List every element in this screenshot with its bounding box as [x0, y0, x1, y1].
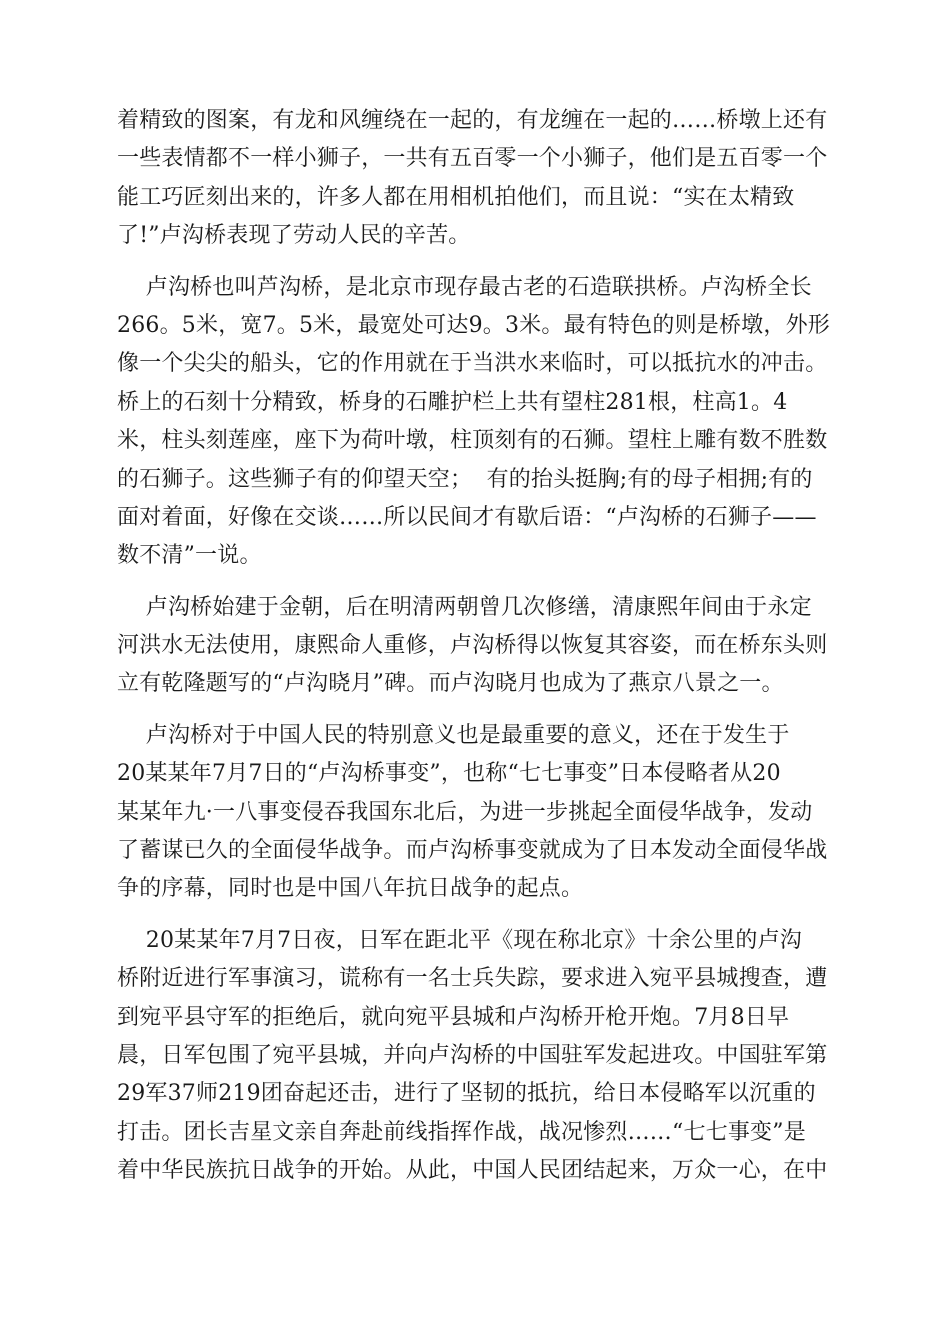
- text-line: 的石狮子。这些狮子有的仰望天空； 有的抬头挺胸;有的母子相拥;有的: [117, 466, 813, 492]
- text-line: 能工巧匠刻出来的，许多人都在用相机拍他们，而且说：“实在太精致: [117, 184, 795, 210]
- text-line: 争的序幕，同时也是中国八年抗日战争的起点。: [117, 876, 584, 902]
- paragraph-gap: [117, 576, 837, 589]
- paragraph-2: [117, 269, 837, 576]
- text-line: 卢沟桥对于中国人民的特别意义也是最重要的意义，还在于发生于: [117, 722, 790, 748]
- paragraph-1: [117, 102, 837, 256]
- text-line: 晨，日军包围了宛平县城，并向卢沟桥的中国驻军发起进攻。中国驻军第: [117, 1042, 828, 1068]
- text-line: 到宛平县守军的拒绝后，就向宛平县城和卢沟桥开枪开炮。7月8日早: [117, 1004, 790, 1030]
- text-line: 某某年九·一八事变侵吞我国东北后，为进一步挑起全面侵华战争，发动: [117, 799, 813, 825]
- text-line: 29军37师219团奋起还击，进行了坚韧的抵抗，给日本侵略军以沉重的: [117, 1081, 816, 1107]
- text-line: 米，柱头刻莲座，座下为荷叶墩，柱顶刻有的石狮。望柱上雕有数不胜数: [117, 428, 828, 454]
- text-line: 266。5米，宽7。5米，最宽处可达9。3米。最有特色的则是桥墩，外形: [117, 312, 830, 338]
- text-line: 河洪水无法使用，康熙命人重修，卢沟桥得以恢复其容姿，而在桥东头则: [117, 633, 828, 659]
- text-line: 卢沟桥始建于金朝，后在明清两朝曾几次修缮，清康熙年间由于永定: [117, 594, 812, 620]
- text-line: 20某某年7月7日的“卢沟桥事变”，也称“七七事变”日本侵略者从20: [117, 761, 781, 787]
- text-line: 桥附近进行军事演习，谎称有一名士兵失踪，要求进入宛平县城搜查，遭: [117, 966, 828, 992]
- text-line: 20某某年7月7日夜，日军在距北平《现在称北京》十余公里的卢沟: [117, 927, 802, 953]
- text-line: 了!”卢沟桥表现了劳动人民的辛苦。: [117, 223, 471, 249]
- text-line: 像一个尖尖的船头，它的作用就在于当洪水来临时，可以抵抗水的冲击。: [117, 351, 828, 377]
- paragraph-gap: [117, 704, 837, 717]
- article-text: [117, 102, 837, 1191]
- text-line: 着精致的图案，有龙和风缠绕在一起的，有龙缠在一起的……桥墩上还有: [117, 108, 828, 133]
- text-line: 立有乾隆题写的“卢沟晓月”碑。而卢沟晓月也成为了燕京八景之一。: [117, 671, 784, 697]
- text-line: 着中华民族抗日战争的开始。从此，中国人民团结起来，万众一心，在中: [117, 1158, 828, 1184]
- text-line: 打击。团长吉星文亲自奔赴前线指挥作战，战况惨烈……“七七事变”是: [117, 1119, 806, 1145]
- text-line: 面对着面，好像在交谈……所以民间才有歇后语：“卢沟桥的石狮子——: [117, 504, 817, 530]
- text-line: 桥上的石刻十分精致，桥身的石雕护栏上共有望柱281根，柱高1。4: [117, 389, 788, 415]
- text-line: 数不清”一说。: [117, 543, 262, 569]
- paragraph-gap: [117, 256, 837, 269]
- paragraph-3: [117, 589, 837, 704]
- text-line: 一些表情都不一样小狮子，一共有五百零一个小狮子，他们是五百零一个: [117, 146, 828, 172]
- paragraph-gap: [117, 909, 837, 922]
- paragraph-5: [117, 922, 837, 1191]
- text-line: 卢沟桥也叫芦沟桥，是北京市现存最古老的石造联拱桥。卢沟桥全长: [117, 274, 812, 300]
- paragraph-4: [117, 717, 837, 909]
- text-line: 了蓄谋已久的全面侵华战争。而卢沟桥事变就成为了日本发动全面侵华战: [117, 838, 828, 864]
